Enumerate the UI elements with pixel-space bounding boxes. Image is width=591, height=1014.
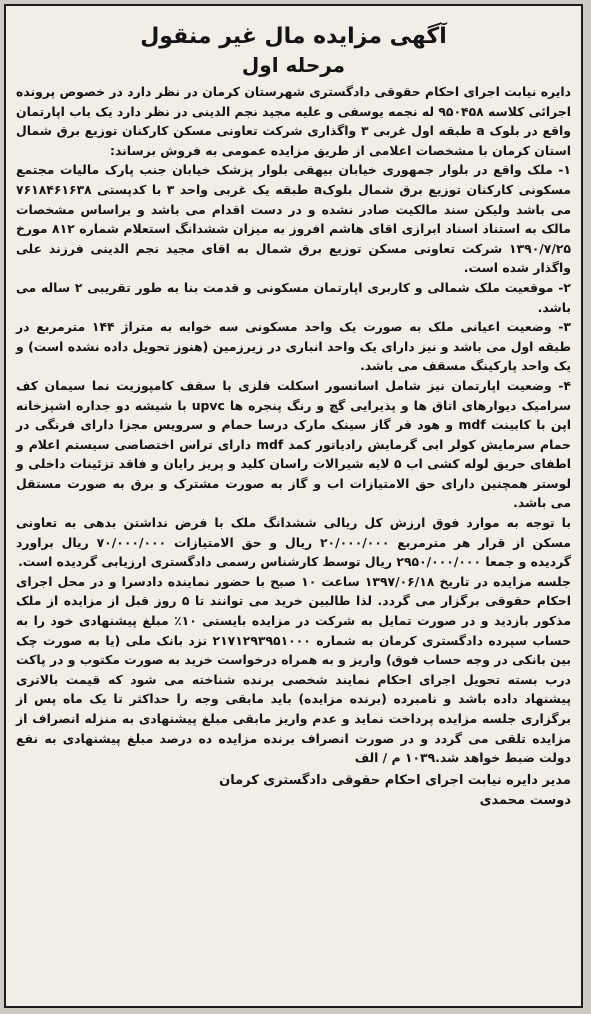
intro-paragraph: دایره نیابت اجرای احکام حقوقی دادگستری شهرستان کرمان در نظر دارد در خصوص پرونده اجرائی کلاسه ۹۵۰۴۵۸ له نجمه یوسفی و علیه مجید نجم الدینی در نظر دارد یک باب اپارتمان واقع در بلوک a طبقه اول غربی ۳ واگذاری شرکت تعاونی مسکن کارکنان توزیع برق شمال استان کرمان با مشخصات اعلامی از طریق مزایده عمومی به فروش برساند: [16, 84, 571, 158]
notice-sheet [4, 4, 583, 1008]
item-2-paragraph: ۲- موقعیت ملک شمالی و کاربری اپارتمان مسکونی و قدمت بنا به طور تقریبی ۲ ساله می باشد. [16, 279, 571, 315]
item-1-paragraph: ۱- ملک واقع در بلوار جمهوری خیابان بیهقی بلوار پزشک خیابان جنب پارک مالیات مجتمع مسکونی کارکنان توزیع برق شمال بلوکa طبقه یک غربی واحد ۳ با کدپستی ۷۶۱۸۴۶۱۶۳۸ می باشد ولیکن سند مالکیت صادر نشده و در دست اقدام می باشد و براساس مشخصات مالک به استناد اسناد ابرازی اقای هاشم افروز به میزان ششدانگ استعلام شماره ۸۱۲ مورخ ۱۳۹۰/۷/۲۵ شرکت تعاونی مسکن توزیع برق شمال به اقای مجید نجم الدینی فرزند علی واگذار شده است. [16, 162, 572, 276]
notice-subtitle: مرحله اول [241, 53, 346, 77]
signature-name: دوست محمدی [479, 792, 571, 808]
notice-title: آگهی مزایده مال غیر منقول [140, 24, 447, 49]
auction-session-paragraph: جلسه مزایده در تاریخ ۱۳۹۷/۰۶/۱۸ ساعت ۱۰ صبح با حضور نماینده دادسرا و در محل اجرای احکام حقوقی برگزار می گردد. لذا طالبین خرید می توانند تا ۵ روز قبل از مزایده از ملک مذکور بازدید و در صورت تمایل به شرکت در مزایده بایستی ۱۰٪ مبلغ پیشنهادی خود را به حساب سپرده دادگستری کرمان به شماره ۲۱۷۱۲۹۳۹۵۱۰۰۰ نزد بانک ملی (یا به صورت چک بین بانکی در وجه حساب فوق) واریز و به همراه درخواست خرید به صورت مکتوب و در پاکت درب بسته تحویل اجرای احکام نمایند شخصی برنده شناخته می شود که قیمت بالاتری پیشنهاد داده باشد و نامبرده (برنده مزایده) باید مابقی وجه را حداکثر تا یک ماه پس از برگزاری جلسه مزایده پرداخت نماید و عدم واریز مابقی مبلغ پیشنهادی به منزله انصراف از مزایده تلقی می گردد و در صورت انصراف برنده مزایده ده درصد مبلغ پیشنهادی به نفع دولت ضبط خواهد شد.۱۰۳۹ م / الف [16, 573, 572, 766]
item-3-paragraph: ۳- وضعیت اعیانی ملک به صورت یک واحد مسکونی سه خوابه به متراژ ۱۴۴ مترمربع در طبقه اول می باشد و نیز دارای یک واحد انباری در زیرزمین (هنوز تحویل داده نشده است) و یک واحد پارکینگ مسقف می باشد. [16, 319, 571, 374]
signature-title: مدیر دایره نیابت اجرای احکام حقوقی دادگستری کرمان [219, 772, 571, 788]
signature-block [16, 771, 571, 811]
item-4-paragraph: ۴- وضعیت اپارتمان نیز شامل اسانسور اسکلت فلزی با سقف کامپوزیت نما سیمان کف سرامیک دیوارهای اتاق ها و پذیرایی گچ و رنگ پنجره ها upvc با شیشه دو جداره اشپزخانه اپن با کابینت mdf و هود فر گاز سینک مارک درسا حمام و سرویس مجزا دارای فرنگی در حمام سرمایش کولر ابی گرمایش رادیاتور کمد mdf دارای تراس اختصاصی سیستم اعلام و اطفای حریق لوله کشی اب ۵ لایه شیرالات راسان کلید و پریز رایان و فاقد تزئینات داخلی و لوستر همچنین دارای حق الامتیازات اب و گاز به صورت مشترک و برق به صورت مستقل می باشد. [16, 377, 572, 511]
valuation-paragraph: با توجه به موارد فوق ارزش کل ریالی ششدانگ ملک با فرض نداشتن بدهی به تعاونی مسکن از قرار هر مترمربع ۲۰/۰۰۰/۰۰۰ ریال و حق الامتیازات ۷۰/۰۰۰/۰۰۰ ریال براورد گردیده و جمعا ۲۹۵۰/۰۰۰/۰۰۰ ریال توسط کارشناس رسمی دادگستری ارزیابی گردیده است. [16, 515, 571, 570]
notice-body [16, 82, 571, 768]
